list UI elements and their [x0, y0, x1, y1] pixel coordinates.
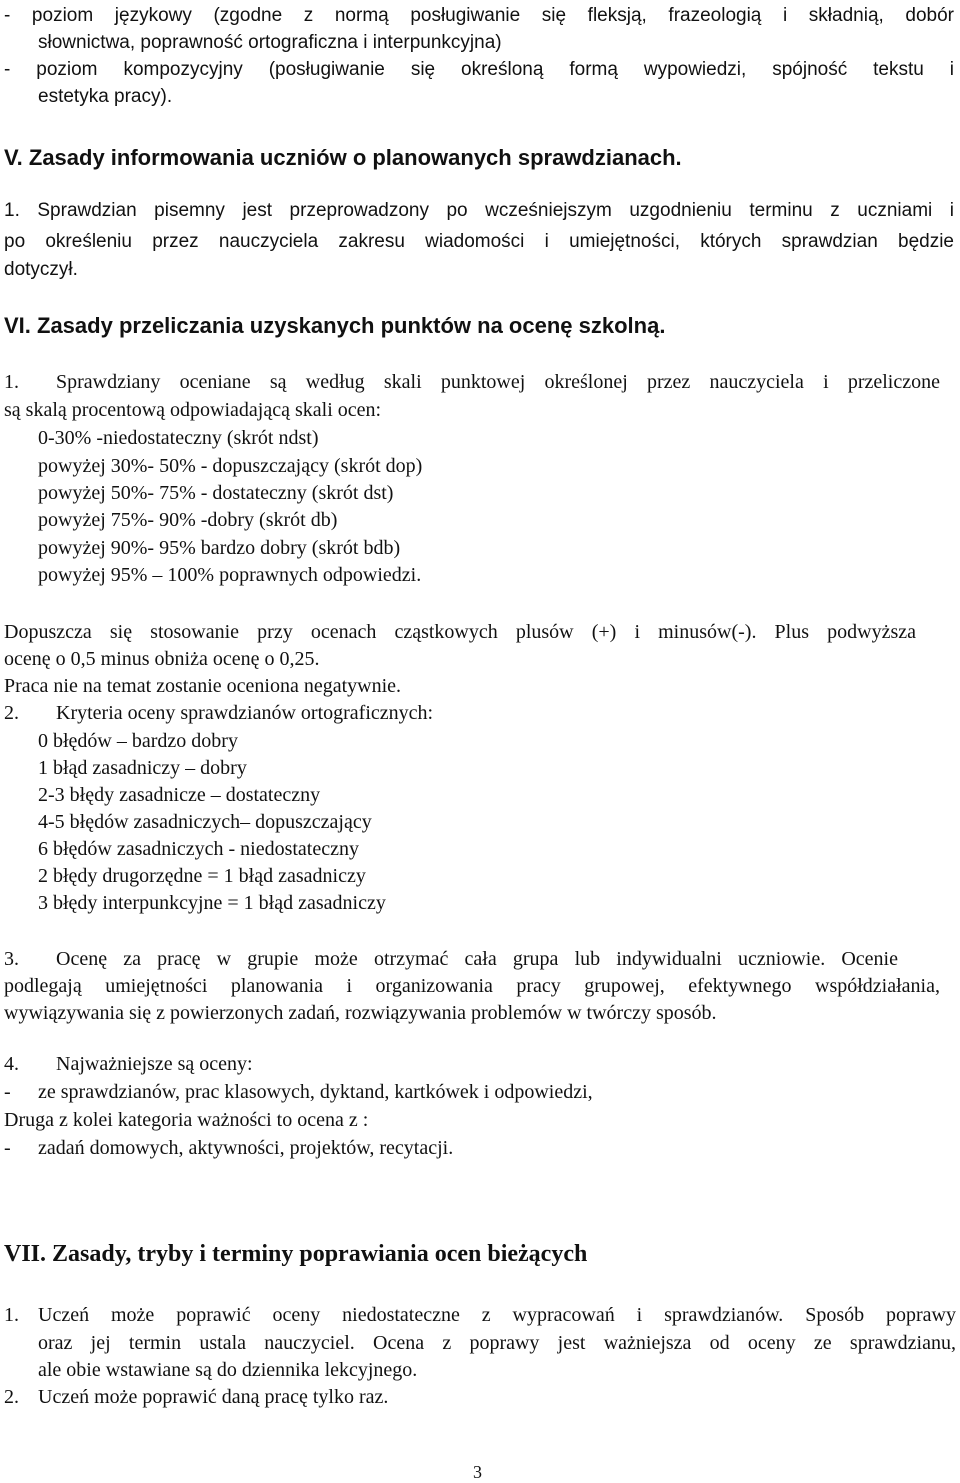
off-topic-note: Praca nie na temat zostanie oceniona negatywnie.: [4, 675, 402, 697]
section-vi-item-4: Najważniejsze są oceny:: [56, 1053, 253, 1075]
list-item-composition-level-cont: estetyka pracy).: [38, 86, 173, 107]
spelling-criterion-row: 6 błędów zasadniczych - niedostateczny: [38, 838, 359, 860]
section-vii-item-1-end: ale obie wstawiane są do dziennika lekcyjnego.: [38, 1359, 418, 1381]
section-v-paragraph-1: 1. Sprawdzian pisemny jest przeprowadzony po wcześniejszym uzgodnieniu terminu z uczniami i: [4, 200, 954, 221]
grade-scale-row: powyżej 30%- 50% - dopuszczający (skrót dop): [38, 455, 423, 477]
section-v-paragraph-1-cont: po określeniu przez nauczyciela zakresu wiadomości i umiejętności, których sprawdzian będzie: [4, 231, 954, 252]
bullet-item-secondary-grades: zadań domowych, aktywności, projektów, recytacji.: [38, 1137, 454, 1159]
second-category-label: Druga z kolei kategoria ważności to ocena z :: [4, 1109, 369, 1131]
grade-scale-row: 0-30% -niedostateczny (skrót ndst): [38, 427, 319, 449]
grade-scale-row: powyżej 90%- 95% bardzo dobry (skrót bdb): [38, 537, 401, 559]
section-vii-item-2-number: 2.: [4, 1386, 19, 1408]
section-vi-item-3: Ocenę za pracę w grupie może otrzymać cała grupa lub indywidualni uczniowie. Ocenie: [56, 948, 898, 970]
grade-scale-row: powyżej 75%- 90% -dobry (skrót db): [38, 509, 338, 531]
section-vi-item-1-number: 1.: [4, 371, 19, 393]
section-vii-item-1-number: 1.: [4, 1304, 19, 1326]
section-vi-item-3-cont: podlegają umiejętności planowania i organizowania pracy grupowej, efektywnego współdziałania,: [4, 975, 940, 997]
spelling-criterion-row: 2-3 błędy zasadnicze – dostateczny: [38, 784, 321, 806]
grade-scale-row: powyżej 50%- 75% - dostateczny (skrót dst): [38, 482, 394, 504]
spelling-criterion-row: 1 błąd zasadniczy – dobry: [38, 757, 247, 779]
section-vii-item-2: Uczeń może poprawić daną pracę tylko raz.: [38, 1386, 389, 1408]
spelling-criterion-row: 4-5 błędów zasadniczych– dopuszczający: [38, 811, 372, 833]
section-vi-item-2-number: 2.: [4, 702, 19, 724]
bullet-dash: -: [4, 1137, 11, 1159]
spelling-criterion-row: 3 błędy interpunkcyjne = 1 błąd zasadniczy: [38, 892, 386, 914]
section-vi-item-3-number: 3.: [4, 948, 19, 970]
list-item-composition-level: - poziom kompozycyjny (posługiwanie się określoną formą wypowiedzi, spójność tekstu i: [4, 59, 954, 80]
section-vi-item-1: Sprawdziany oceniane są według skali punktowej określonej przez nauczyciela i przeliczone: [56, 371, 940, 393]
section-heading-vii: VII. Zasady, tryby i terminy poprawiania ocen bieżących: [4, 1241, 588, 1267]
section-vi-item-3-end: wywiązywania się z powierzonych zadań, rozwiązywania problemów w twórczy sposób.: [4, 1002, 717, 1024]
section-vi-item-2: Kryteria oceny sprawdzianów ortograficznych:: [56, 702, 434, 724]
section-vi-item-4-number: 4.: [4, 1053, 19, 1075]
section-heading-v: V. Zasady informowania uczniów o planowanych sprawdzianach.: [4, 145, 682, 170]
section-vii-item-1: Uczeń może poprawić oceny niedostateczne z wypracowań i sprawdzianów. Sposób poprawy: [38, 1304, 956, 1326]
bullet-item-important-grades: ze sprawdzianów, prac klasowych, dyktand, kartkówek i odpowiedzi,: [38, 1081, 593, 1103]
section-vi-item-1-cont: są skalą procentową odpowiadającą skali ocen:: [4, 399, 382, 421]
page-number: 3: [473, 1462, 482, 1482]
section-heading-vi: VI. Zasady przeliczania uzyskanych punktów na ocenę szkolną.: [4, 313, 666, 338]
grade-scale-row: powyżej 95% – 100% poprawnych odpowiedzi.: [38, 564, 422, 586]
section-v-paragraph-1-end: dotyczył.: [4, 259, 78, 280]
list-item-language-level-cont: słownictwa, poprawność ortograficzna i interpunkcyjna): [38, 32, 502, 53]
list-item-language-level: - poziom językowy (zgodne z normą posługiwanie się fleksją, frazeologią i składnią, dobór: [4, 5, 954, 26]
spelling-criterion-row: 2 błędy drugorzędne = 1 błąd zasadniczy: [38, 865, 366, 887]
plus-minus-paragraph: Dopuszcza się stosowanie przy ocenach cząstkowych plusów (+) i minusów(-). Plus podwyższa: [4, 621, 916, 643]
plus-minus-paragraph-cont: ocenę o 0,5 minus obniża ocenę o 0,25.: [4, 648, 320, 670]
bullet-dash: -: [4, 1081, 11, 1103]
spelling-criterion-row: 0 błędów – bardzo dobry: [38, 730, 238, 752]
section-vii-item-1-cont: oraz jej termin ustala nauczyciel. Ocena z poprawy jest ważniejsza od oceny ze sprawdzianu,: [38, 1332, 956, 1354]
